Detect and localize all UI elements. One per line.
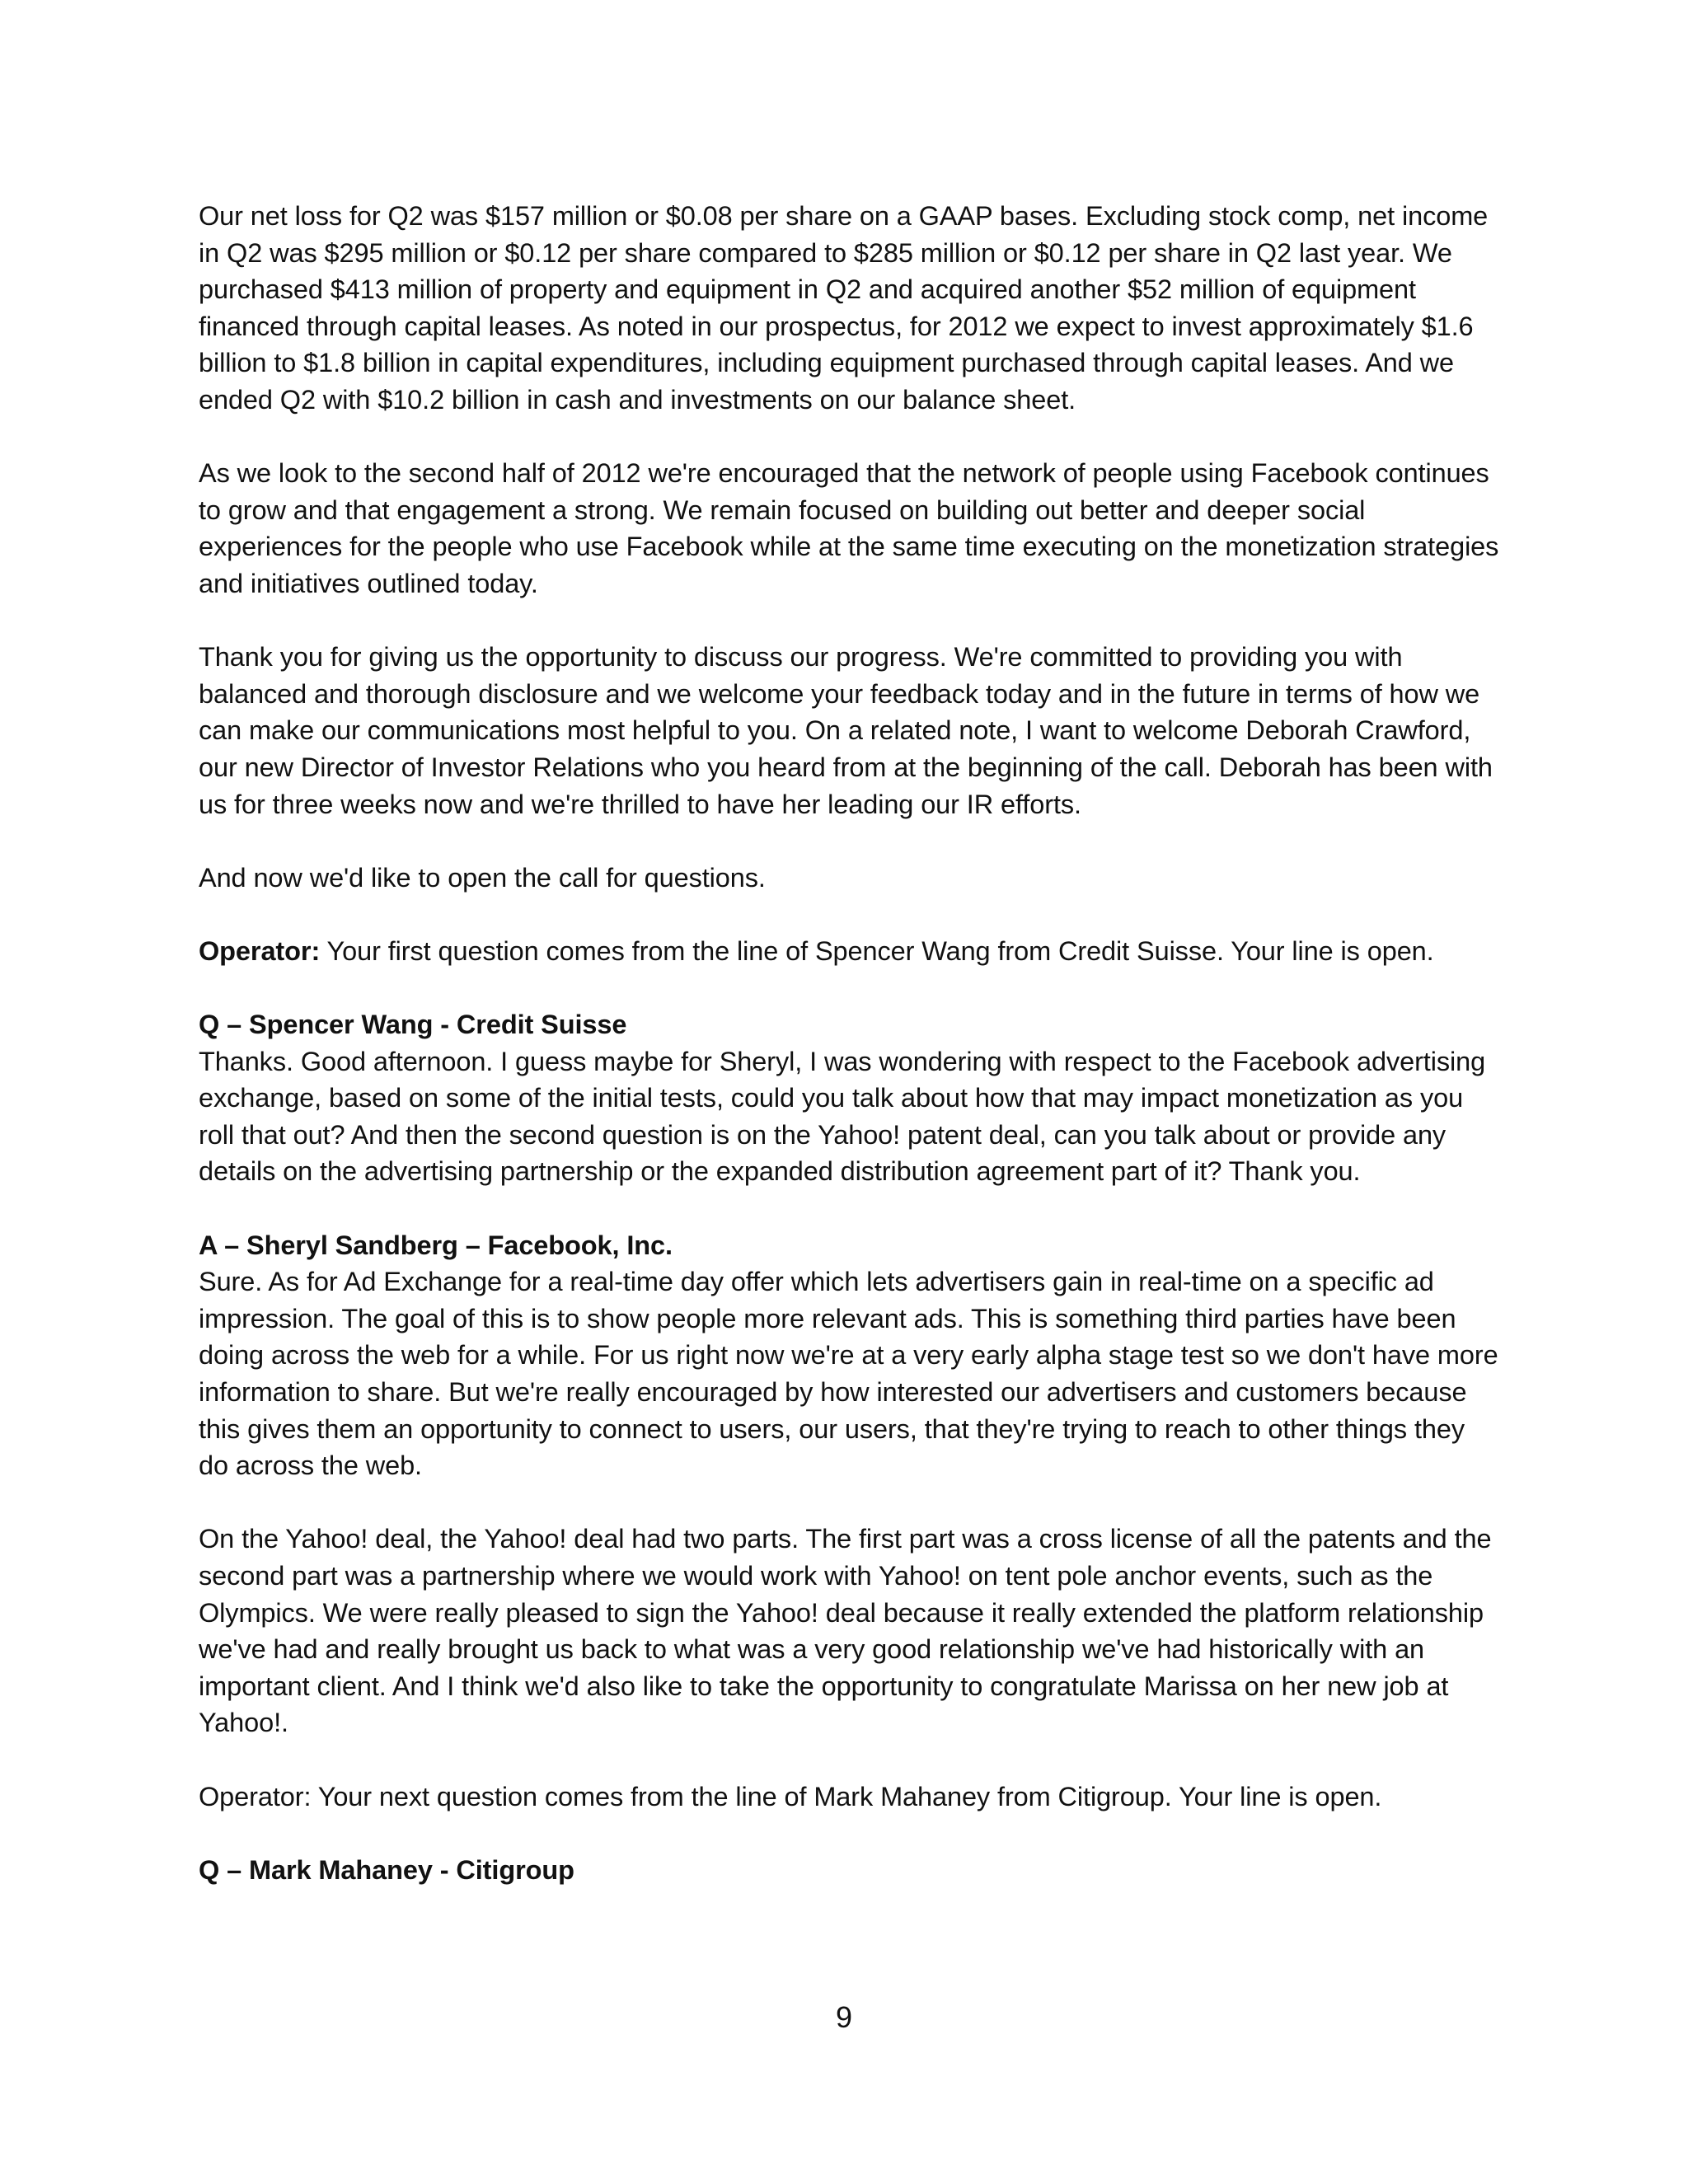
question-text-spencer-wang: Thanks. Good afternoon. I guess maybe for Sheryl, I was wondering with respect to the Facebook advertising exchange, based on some of the initial tests, could you talk about how that may impact monetization as you roll that out? And then the second question is on the Yahoo! patent deal, can you talk about or provide any details on the advertising partnership or the expanded distribution agreement part of it? Thank you. — [199, 1046, 1486, 1187]
question-heading-spencer-wang: Q – Spencer Wang - Credit Suisse — [199, 1010, 627, 1040]
answer-heading-sheryl-sandberg: A – Sheryl Sandberg – Facebook, Inc. — [199, 1230, 673, 1260]
operator-first-question — [199, 933, 1501, 970]
answer-sheryl-sandberg — [199, 1227, 1501, 1484]
operator-speaker-label: Operator: — [199, 935, 321, 966]
operator-first-question-text: Your first question comes from the line of Spencer Wang from Credit Suisse. Your line is open. — [320, 935, 1434, 966]
paragraph-second-half-outlook: As we look to the second half of 2012 we're encouraged that the network of people using Facebook continues to grow and that engagement a strong. We remain focused on building out better and deeper social experiences for the people who use Facebook while at the same time executing on the monetization strategies and initiatives outlined today. — [199, 458, 1499, 598]
paragraph-open-questions: And now we'd like to open the call for questions. — [199, 862, 766, 893]
page-number: 9 — [835, 2000, 853, 2034]
paragraph-thank-you: Thank you for giving us the opportunity to discuss our progress. We're committed to providing you with balanced and thorough disclosure and we welcome your feedback today and in the future in terms of how we can make our communications most helpful to you. On a related note, I want to welcome Deborah Crawford, our new Director of Investor Relations who you heard from at the beginning of the call. Deborah has been with us for three weeks now and we're thrilled to have her leading our IR efforts. — [199, 642, 1493, 819]
answer-text-yahoo-deal: On the Yahoo! deal, the Yahoo! deal had two parts. The first part was a cross license of all the patents and the second part was a partnership where we would work with Yahoo! on tent pole anchor events, such as the Olympics. We were really pleased to sign the Yahoo! deal because it really extended the platform relationship we've had and really brought us back to what was a very good relationship we've had historically with an important client. And I think we'd also like to take the opportunity to congratulate Marissa on her new job at Yahoo!. — [199, 1524, 1492, 1738]
transcript-body — [199, 198, 1501, 1888]
answer-text-ad-exchange: Sure. As for Ad Exchange for a real-time day offer which lets advertisers gain in real-time on a specific ad impression. The goal of this is to show people more relevant ads. This is something third parties have been doing across the web for a while. For us right now we're at a very early alpha stage test so we don't have more information to share. But we're really encouraged by how interested our advertisers and customers because this gives them an opportunity to connect to users, our users, that they're trying to reach to other things they do across the web. — [199, 1267, 1498, 1481]
question-mark-mahaney — [199, 1852, 1501, 1889]
question-heading-mark-mahaney: Q – Mark Mahaney - Citigroup — [199, 1854, 574, 1885]
operator-next-question: Operator: Your next question comes from the line of Mark Mahaney from Citigroup. Your line is open. — [199, 1781, 1382, 1811]
paragraph-net-loss: Our net loss for Q2 was $157 million or $0.08 per share on a GAAP bases. Excluding stock comp, net income in Q2 was $295 million or $0.12 per share compared to $285 million or $0.12 per share in Q2 last year. We purchased $413 million of property and equipment in Q2 and acquired another $52 million of equipment financed through capital leases. As noted in our prospectus, for 2012 we expect to invest approximately $1.6 billion to $1.8 billion in capital expenditures, including equipment purchased through capital leases. And we ended Q2 with $10.2 billion in cash and investments on our balance sheet. — [199, 201, 1489, 415]
question-spencer-wang — [199, 1006, 1501, 1190]
